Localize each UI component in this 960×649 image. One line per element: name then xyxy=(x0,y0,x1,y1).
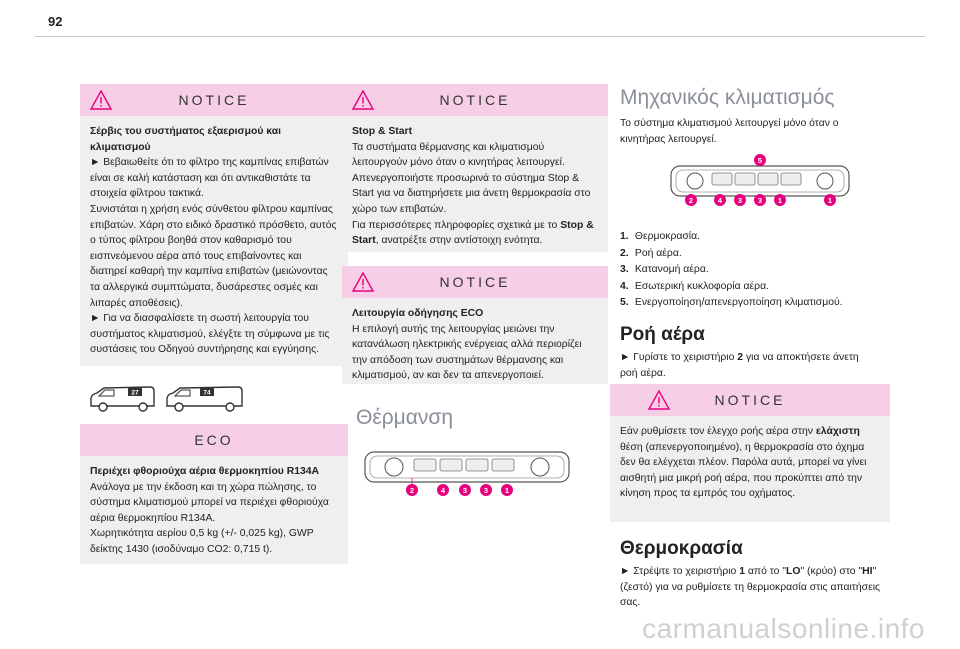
notice-paragraph: Τα συστήματα θέρμανσης και κλιματισμού λειτουργούν μόνο όταν ο κινητήρας λειτουργεί. xyxy=(352,141,565,169)
marker-label: 3 xyxy=(737,196,743,205)
ac-panel-diagram xyxy=(668,152,853,212)
notice-box-eco-mode xyxy=(342,266,608,384)
eco-paragraph: Χωρητικότητα αερίου 0,5 kg (+/- 0,025 kg), GWP δείκτης 1430 (ισοδύναμο CO2: 0,715 t). xyxy=(90,528,314,555)
arrow-icon: ► xyxy=(620,352,631,363)
control-list xyxy=(620,229,880,312)
marker-label: 4 xyxy=(717,196,723,205)
vehicle-badge: 27 xyxy=(131,389,139,397)
eco-header xyxy=(80,424,348,456)
warning-icon xyxy=(648,390,670,410)
eco-heading: Περιέχει φθοριούχα αέρια θερμοκηπίου R134A xyxy=(90,466,320,477)
watermark: carmanualsonline.info xyxy=(642,613,925,644)
notice-text-bold: Stop & Start xyxy=(352,219,594,247)
notice-body: Εάν ρυθμίσετε τον έλεγχο ροής αέρα στην ελάχιστη θέση (απενεργοποιημένο), η θερμοκρασία στο όχημα δεν θα ελέγχεται πλέον. Παρόλα αυτά, μπορεί να γίνει αισθητή μια μικρή ροή αέρα, που προκύπτει από την κίνηση προς τα εμπρός του οχήματος. xyxy=(620,426,867,500)
list-item: 1. Θερμοκρασία. xyxy=(620,231,701,242)
vehicle-badge: 74 xyxy=(203,389,211,397)
airflow-text: ► Γυρίστε το χειριστήριο 2 για να αποκτήσετε άνετη ροή αέρα. xyxy=(620,352,859,379)
eco-box xyxy=(80,424,348,564)
marker-label: 3 xyxy=(757,196,763,205)
notice-title: NOTICE xyxy=(439,92,511,108)
marker-label: 5 xyxy=(757,156,763,165)
list-item: 2. Ροή αέρα. xyxy=(620,247,682,259)
notice-header xyxy=(342,266,608,298)
arrow-icon: ► xyxy=(620,566,631,577)
notice-paragraph: Απενεργοποιήστε προσωρινά το σύστημα Stop & Start για να διατηρήσετε μια άνετη θερμοκρασία στο χώρο των επιβατών. xyxy=(352,172,591,215)
notice-heading: Λειτουργία οδήγησης ECO xyxy=(352,308,484,319)
notice-header xyxy=(80,84,348,116)
notice-body xyxy=(342,298,608,394)
arrow-icon: ► xyxy=(90,157,101,169)
notice-header xyxy=(610,384,890,416)
list-item: 3. Κατανομή αέρα. xyxy=(620,264,709,276)
notice-box-airflow xyxy=(610,384,890,522)
heating-title: Θέρμανση xyxy=(356,406,454,429)
list-item: 5. Ενεργοποίηση/απενεργοποίηση κλιματισμού. xyxy=(620,297,843,309)
list-item: 4. Εσωτερική κυκλοφορία αέρα. xyxy=(620,280,769,292)
notice-heading: Σέρβις του συστήματος εξαερισμού και κλιματισμού xyxy=(90,126,282,153)
warning-icon xyxy=(352,272,374,292)
notice-paragraph: Συνιστάται η χρήση ενός σύνθετου φίλτρου καμπίνας επιβατών. Χάρη στο ειδικό δραστικό πρόσθετο, αυτός ο τύπος φίλτρου βοηθά στον καθαρισμό του εισπνεόμενου αέρα από τους επιβαίνοντες και διατηρεί καθαρή την καμπίνα επιβατών (μειώνοντας τα αλλεργικά συμπτώματα, δυσάρεστες οσμές και λιπαρές αποθέσεις). xyxy=(90,203,337,309)
warning-icon xyxy=(352,90,374,110)
van-long-icon xyxy=(160,384,248,414)
notice-heading: Stop & Start xyxy=(352,126,413,137)
notice-title: NOTICE xyxy=(178,92,250,108)
warning-icon xyxy=(90,90,112,110)
notice-title: NOTICE xyxy=(439,274,511,290)
manual-ac-intro: Το σύστημα κλιματισμού λειτουργεί μόνο όταν ο κινητήρας λειτουργεί. xyxy=(620,118,839,145)
eco-paragraph: Ανάλογα με την έκδοση και τη χώρα πώλησης, το σύστημα κλιματισμού μπορεί να περιέχει φθοριούχα αέρια θερμοκηπίου R134A. xyxy=(90,481,329,524)
marker-label: 3 xyxy=(483,486,489,495)
temperature-text: ► Στρέψτε το χειριστήριο 1 από το "LO" (κρύο) στο "HI" (ζεστό) για να ρυθμίσετε τη θερμοκρασία στις απαιτήσεις σας. xyxy=(620,566,881,609)
van-short-icon xyxy=(88,384,158,414)
notice-header xyxy=(342,84,608,116)
notice-text: Για περισσότερες πληροφορίες σχετικά με το xyxy=(352,219,561,231)
airflow-title: Ροή αέρα xyxy=(620,324,705,345)
eco-body xyxy=(80,456,348,568)
notice-box-stop-start xyxy=(342,84,608,252)
notice-paragraph: Βεβαιωθείτε ότι το φίλτρο της καμπίνας επιβατών είναι σε καλή κατάσταση και ότι αντικαθιστάτε τα στοιχεία φίλτρου τακτικά. xyxy=(90,157,329,200)
top-rule xyxy=(35,36,925,37)
notice-text: , ανατρέξτε στην αντίστοιχη ενότητα. xyxy=(375,235,543,247)
eco-title: ECO xyxy=(194,432,234,448)
notice-paragraph: Η επιλογή αυτής της λειτουργίας μειώνει την κατανάλωση ηλεκτρικής ενέργειας αλλά περιορίζει την απόδοση των συστημάτων θέρμανσης και κλιματισμού, αν και δεν τα απενεργοποιεί. xyxy=(352,323,582,382)
notice-box-service xyxy=(80,84,348,366)
notice-paragraph: Για να διασφαλίσετε τη σωστή λειτουργία του συστήματος κλιματισμού, ελέγξτε τη σύμφωνα με τις συστάσεις του Οδηγού συντήρησης και εγγύησης. xyxy=(90,313,330,356)
notice-body xyxy=(342,116,608,259)
marker-label: 1 xyxy=(827,196,833,205)
marker-label: 2 xyxy=(688,196,694,205)
arrow-icon: ► xyxy=(90,313,101,325)
notice-body xyxy=(80,116,348,368)
heating-panel-diagram xyxy=(362,448,572,498)
marker-label: 3 xyxy=(462,486,468,495)
marker-label: 2 xyxy=(409,486,415,495)
page-number: 92 xyxy=(48,14,63,29)
marker-label: 1 xyxy=(504,486,510,495)
marker-label: 4 xyxy=(440,486,446,495)
vehicle-icons xyxy=(88,384,248,414)
manual-ac-title: Μηχανικός κλιματισμός xyxy=(620,86,835,109)
notice-title: NOTICE xyxy=(714,392,786,408)
temperature-title: Θερμοκρασία xyxy=(620,538,743,559)
marker-label: 1 xyxy=(777,196,783,205)
